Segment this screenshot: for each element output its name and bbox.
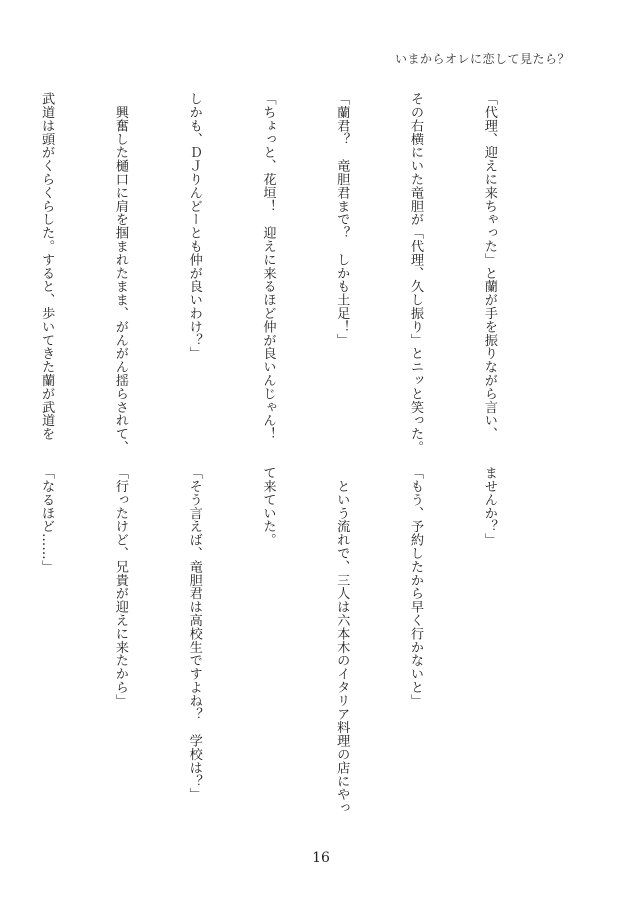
text-line: という流れで、三人は六本木のイタリア料理の店にやっ	[334, 466, 350, 815]
text-line: て来ていた。	[260, 466, 276, 547]
text-line: 「なるほど……」	[39, 466, 55, 574]
text-line: しかも、ＤＪりんどーとも仲が良いわけ？」	[186, 92, 202, 360]
text-line: 「そう言えば、竜胆君は高校生ですよね？ 学校は？」	[186, 466, 202, 801]
text-line: 「もう、予約したから早く行かないと」	[408, 466, 424, 708]
text-line: 「ちょっと、花垣！ 迎えに来るほど仲が良いんじゃん！	[260, 92, 276, 441]
text-line: 「蘭君？ 竜胆君まで？ しかも土足！」	[334, 92, 350, 347]
text-line: その右横にいた竜胆が「代理、久し振り」とニッと笑った。	[408, 92, 424, 454]
running-header: いまからオレに恋して見たら？	[394, 52, 570, 66]
text-block-bottom	[39, 466, 550, 816]
page-number: 16	[312, 850, 330, 866]
text-line: ませんか？」	[481, 466, 497, 547]
text-line: 武道は頭がくらくらした。すると、歩いてきた蘭が武道を	[39, 92, 55, 441]
text-line: 「代理、迎えに来ちゃった」と蘭が手を振りながら言い、	[481, 92, 497, 441]
text-block-top	[39, 92, 550, 454]
text-line: 興奮した樋口に肩を掴まれたまま、がんがん揺らされて、	[112, 92, 128, 454]
text-line: 「行ったけど、兄貴が迎えに来たから」	[112, 466, 128, 708]
